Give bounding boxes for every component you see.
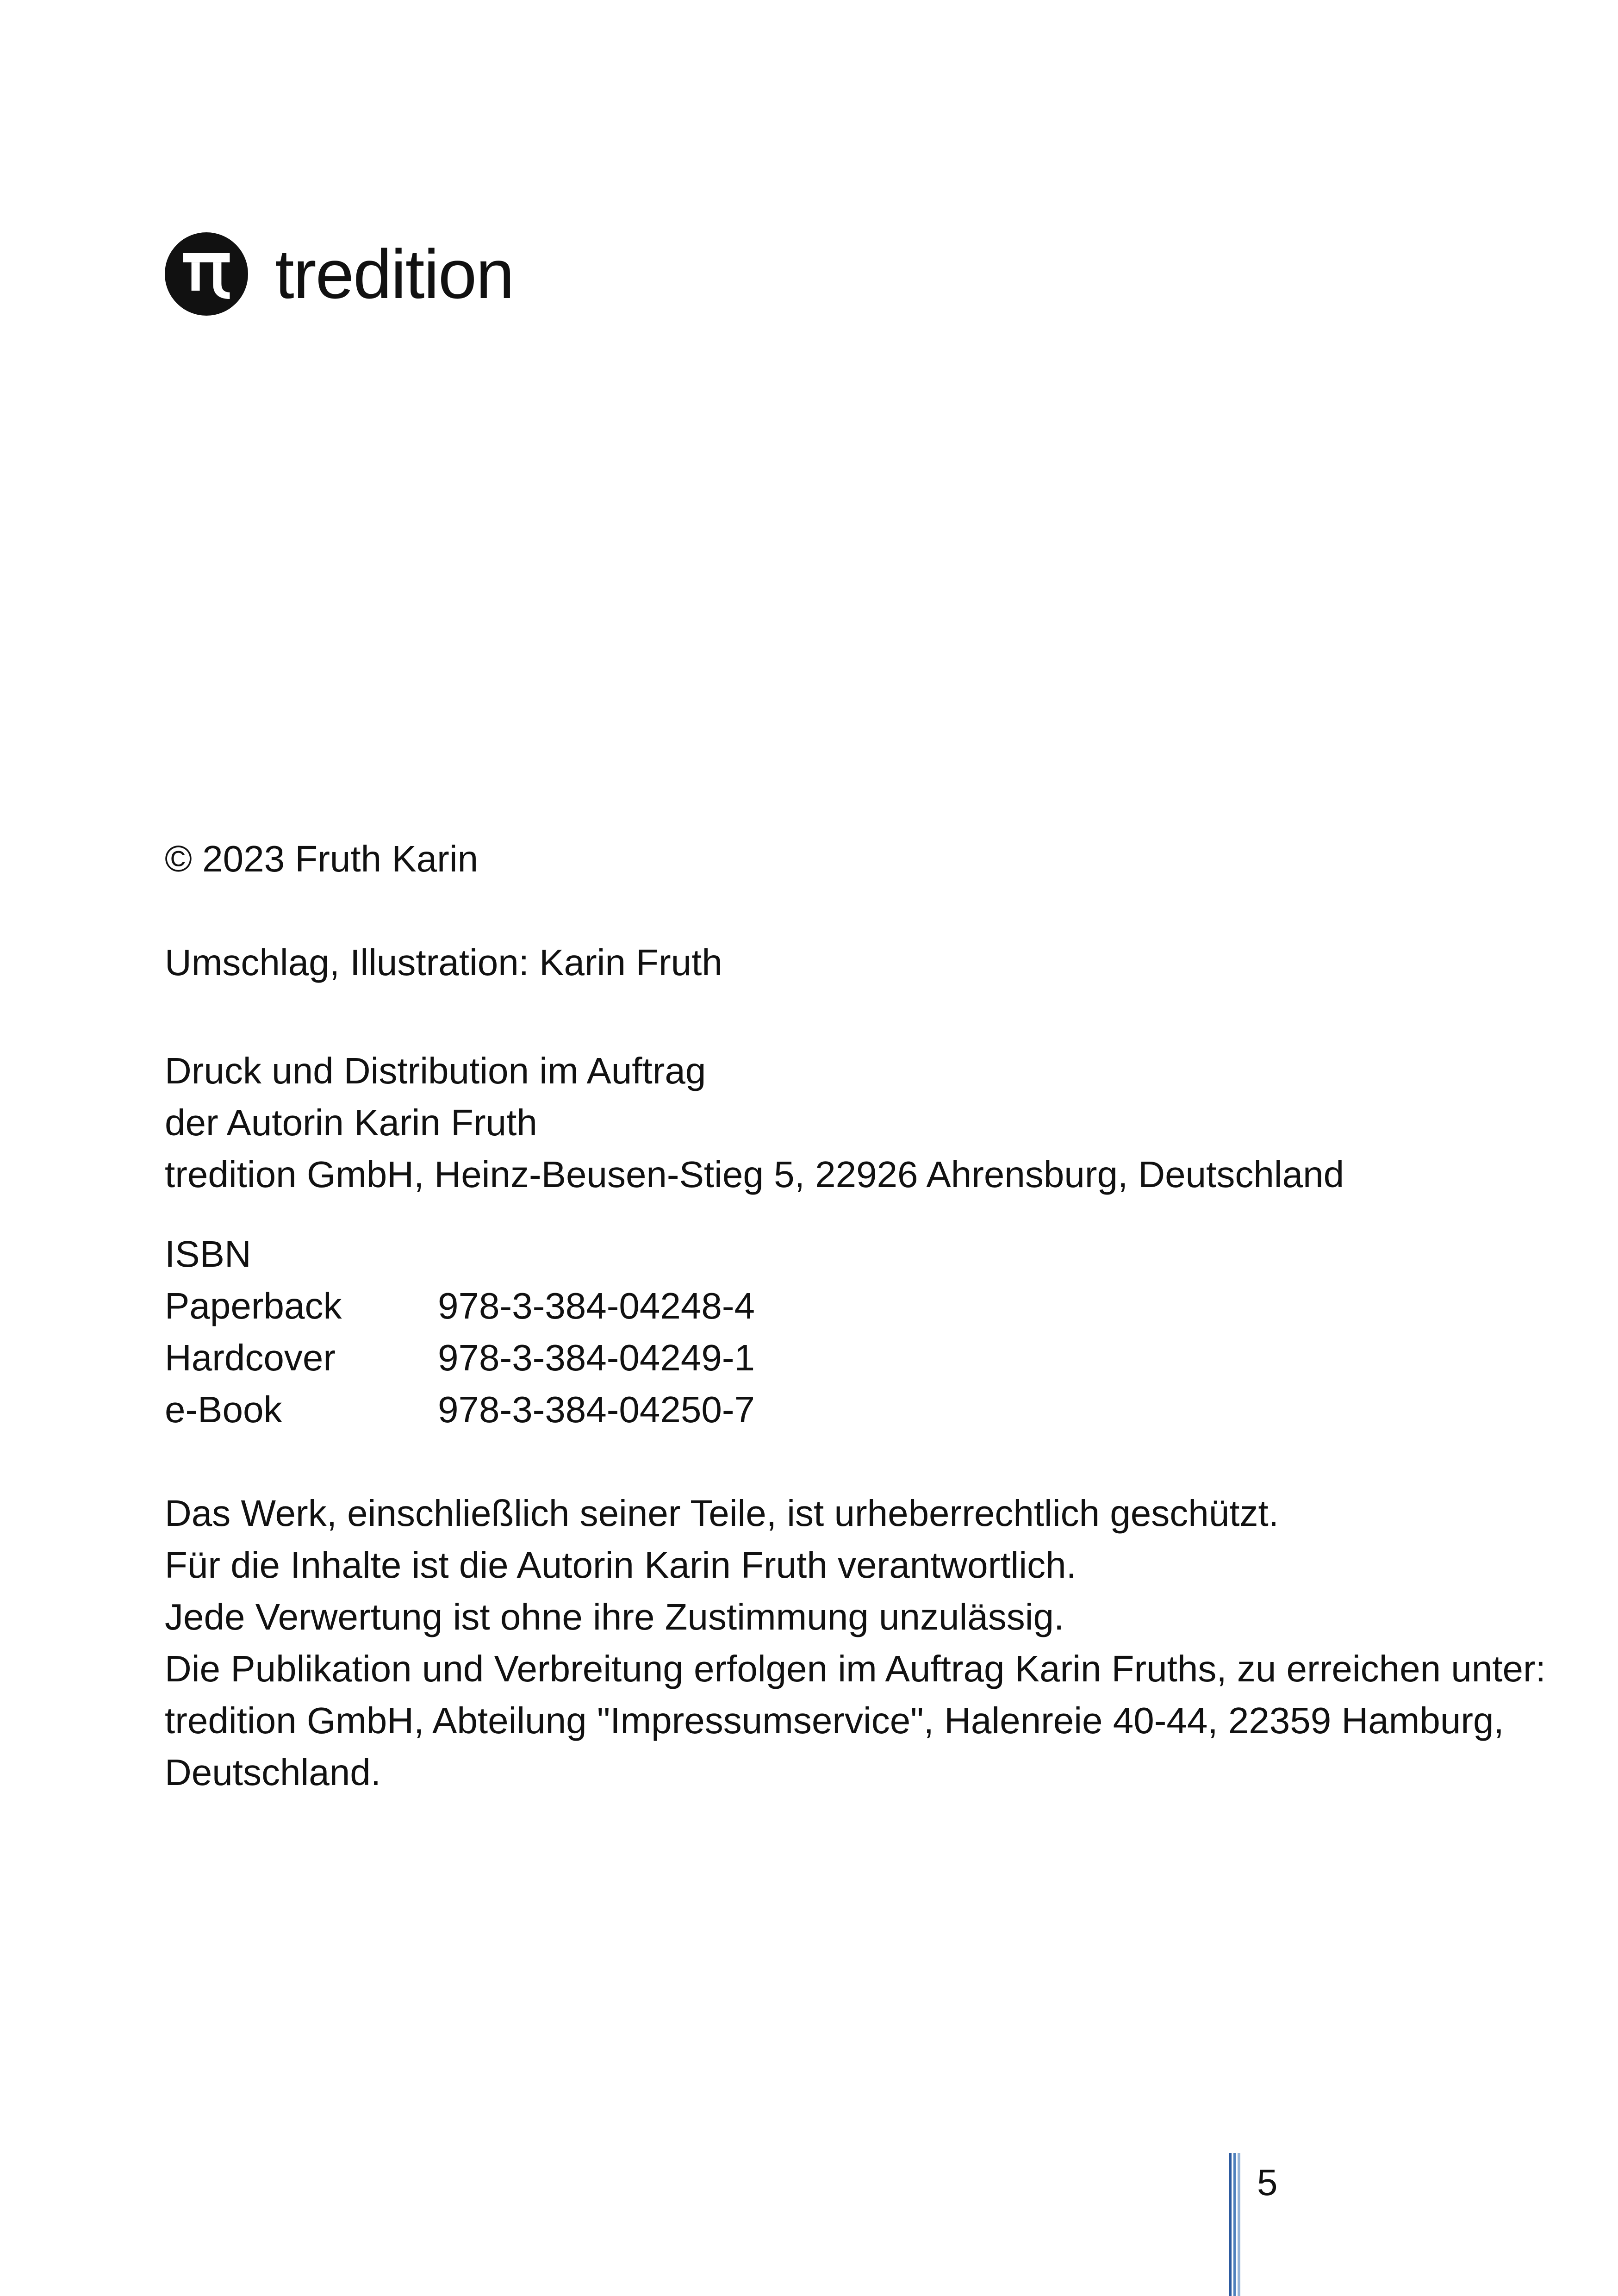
distribution-line: tredition GmbH, Heinz-Beusen-Stieg 5, 22926 Ahrensburg, Deutschland <box>165 1154 1344 1195</box>
legal-notice-line: Das Werk, einschließlich seiner Teile, ist urheberrechtlich geschützt. <box>165 1493 1279 1534</box>
isbn-value: 978-3-384-04249-1 <box>438 1337 755 1378</box>
legal-notice-block <box>165 1487 1553 1798</box>
isbn-row-ebook <box>165 1384 1553 1436</box>
isbn-heading: ISBN <box>165 1233 251 1275</box>
isbn-label: e-Book <box>165 1389 282 1430</box>
publisher-name: tredition <box>275 235 514 313</box>
page-number-rule <box>1229 2153 1240 2296</box>
isbn-label: Hardcover <box>165 1337 336 1378</box>
isbn-row-hardcover <box>165 1332 1553 1384</box>
isbn-label: Paperback <box>165 1285 342 1326</box>
imprint-content <box>165 833 1553 1798</box>
isbn-value: 978-3-384-04250-7 <box>438 1389 755 1430</box>
cover-credit-line: Umschlag, Illustration: Karin Fruth <box>165 942 722 983</box>
rule-line <box>1233 2153 1236 2296</box>
distribution-line: Druck und Distribution im Auftrag <box>165 1050 706 1091</box>
isbn-value: 978-3-384-04248-4 <box>438 1285 755 1326</box>
isbn-block <box>165 1228 1553 1436</box>
publisher-logo <box>165 232 514 316</box>
page-number: 5 <box>1257 2162 1278 2203</box>
legal-notice-line: Für die Inhalte ist die Autorin Karin Fruth verantwortlich. <box>165 1544 1077 1586</box>
legal-notice-line: Jede Verwertung ist ohne ihre Zustimmung unzulässig. <box>165 1596 1064 1637</box>
distribution-block <box>165 1045 1553 1201</box>
copyright-block <box>165 833 1553 885</box>
rule-line <box>1238 2153 1240 2296</box>
isbn-row-paperback <box>165 1280 1553 1332</box>
cover-credit-block <box>165 937 1553 989</box>
copyright-line: © 2023 Fruth Karin <box>165 838 479 879</box>
tredition-logo-icon <box>165 232 248 316</box>
rule-line <box>1229 2153 1232 2296</box>
distribution-line: der Autorin Karin Fruth <box>165 1102 537 1143</box>
legal-notice-paragraph: Die Publikation und Verbreitung erfolgen im Auftrag Karin Fruths, zu erreichen unter: tredition GmbH, Abteilung "Impressumservice", Halenreie 40-44, 22359 Hamburg, Deutschland. <box>165 1648 1546 1793</box>
